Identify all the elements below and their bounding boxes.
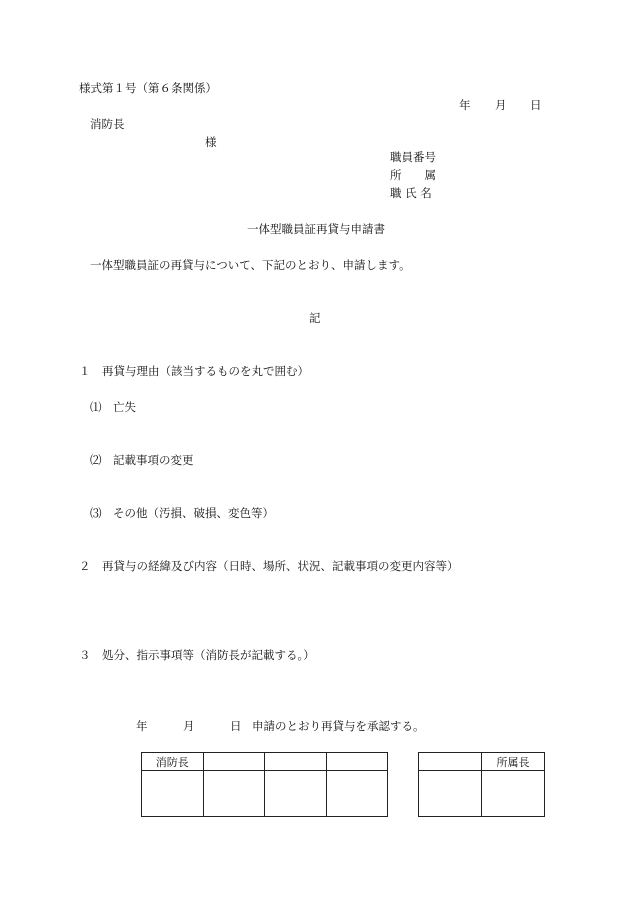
stamp-header-blank [203, 753, 265, 771]
stamp-header-blank [419, 753, 482, 771]
section1-option-2: ⑵ 記載事項の変更 [90, 453, 194, 467]
section3-heading: ３ 処分、指示事項等（消防長が記載する。） [79, 648, 315, 662]
approval-year: 年 [136, 719, 148, 733]
section1-option-1: ⑴ 亡失 [90, 400, 136, 414]
note-marker: 記 [309, 311, 321, 325]
addressee-honorific: 様 [205, 135, 217, 149]
section2-heading: ２ 再貸与の経緯及び内容（日時、場所、状況、記載事項の変更内容等） [79, 559, 459, 573]
section1-heading: １ 再貸与理由（該当するものを丸で囲む） [79, 364, 309, 378]
document-title: 一体型職員証再貸与申請書 [247, 222, 385, 236]
approval-day: 日 [230, 719, 242, 733]
date-month: 月 [495, 98, 507, 112]
approval-statement: 申請のとおり再貸与を承認する。 [252, 719, 425, 733]
stamp-table-right [418, 752, 545, 817]
stamp-cell [419, 771, 482, 817]
form-number: 様式第１号（第６条関係） [79, 81, 217, 95]
stamp-cell [326, 771, 388, 817]
section1-option-3: ⑶ その他（汚損、破損、変色等） [90, 506, 274, 520]
date-year: 年 [459, 98, 471, 112]
affiliation-label: 所 属 [390, 168, 436, 182]
stamp-header-blank [326, 753, 388, 771]
stamp-cell [482, 771, 545, 817]
stamp-cell [142, 771, 204, 817]
addressee-title: 消防長 [90, 117, 125, 131]
stamp-header-division-chief: 所属長 [482, 753, 545, 771]
stamp-header-blank [265, 753, 327, 771]
stamp-table-left [141, 752, 388, 817]
approval-month: 月 [183, 719, 195, 733]
stamp-cell [265, 771, 327, 817]
stamp-header-fire-chief: 消防長 [142, 753, 204, 771]
stamp-cell [203, 771, 265, 817]
intro-text: 一体型職員証の再貸与について、下記のとおり、申請します。 [90, 258, 411, 272]
staff-number-label: 職員番号 [390, 150, 436, 164]
name-label: 職 氏 名 [390, 186, 432, 200]
date-day: 日 [530, 98, 542, 112]
